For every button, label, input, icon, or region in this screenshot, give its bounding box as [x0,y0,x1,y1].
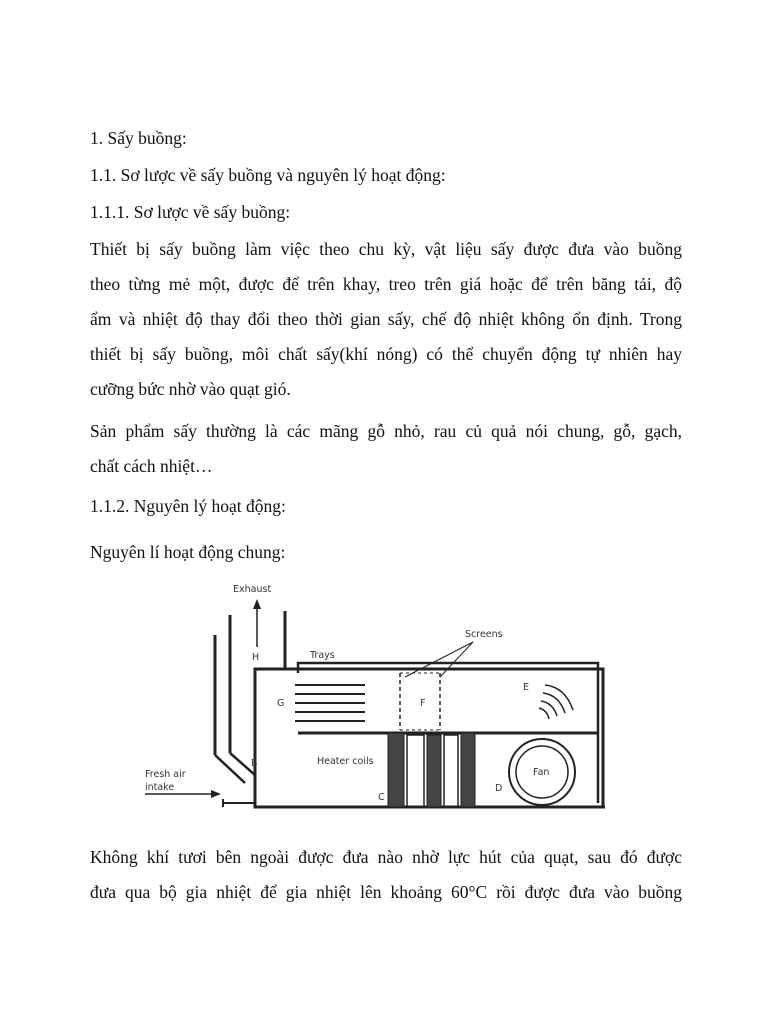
screens-leader [405,642,473,677]
heater-coil [427,735,441,807]
paragraph-operation [90,840,682,910]
figure-intro: Nguyên lí hoạt động chung: [90,542,286,562]
trays-label: Trays [310,650,335,661]
label-f: F [420,698,426,709]
paragraph-line: thiết bị sấy buồng, môi chất sấy(khí nóng) có thể chuyển động tự nhiên hay [90,344,682,364]
paragraph-line: ẩm và nhiệt độ thay đổi theo thời gian sấy, chế độ nhiệt không ổn định. Trong [90,309,682,329]
paragraph-overview [90,232,682,407]
label-g: G [277,698,285,709]
label-b: B [251,758,258,769]
paragraph-line: Thiết bị sấy buồng làm việc theo chu kỳ, vật liệu sấy được đưa vào buồng [90,239,682,259]
label-c: C [378,792,385,803]
exhaust-label: Exhaust [233,584,272,595]
paragraph-line: đưa qua bộ gia nhiệt để gia nhiệt lên khoảng 60°C rồi được đưa vào buồng [90,882,682,902]
paragraph-products [90,414,682,484]
screens-label: Screens [465,629,503,640]
heater-coil [461,733,475,807]
heading-1-1-2: 1.1.2. Nguyên lý hoạt động: [90,496,286,516]
damper-b [215,755,245,783]
heater-coils-label: Heater coils [317,756,374,767]
heading-1-1-1: 1.1.1. Sơ lược về sấy buồng: [90,202,291,222]
paragraph-line: Không khí tươi bên ngoài được đưa nào nhờ lực hút của quạt, sau đó được [90,847,682,867]
paragraph-line: cưỡng bức nhờ vào quạt gió. [90,379,291,399]
airflow-arc [545,685,573,710]
tray-dryer-diagram [135,575,605,815]
paragraph-line: theo từng mẻ một, được để trên khay, treo trên giá hoặc để trên băng tải, độ [90,274,682,294]
heater-coil [388,733,404,807]
paragraph-line: Sản phẩm sấy thường là các mãng gỗ nhỏ, rau củ quả nói chung, gỗ, gạch, [90,421,682,441]
label-h: H [252,652,260,663]
fresh-air-label-2: intake [145,782,175,793]
label-d: D [495,783,503,794]
heading-1: 1. Sấy buồng: [90,128,187,148]
heading-1-1: 1.1. Sơ lược về sấy buồng và nguyên lý hoạt động: [90,165,446,185]
fresh-air-label-1: Fresh air [145,769,186,780]
label-e: E [523,682,530,693]
fan-label: Fan [533,767,550,778]
paragraph-line: chất cách nhiệt… [90,456,213,476]
